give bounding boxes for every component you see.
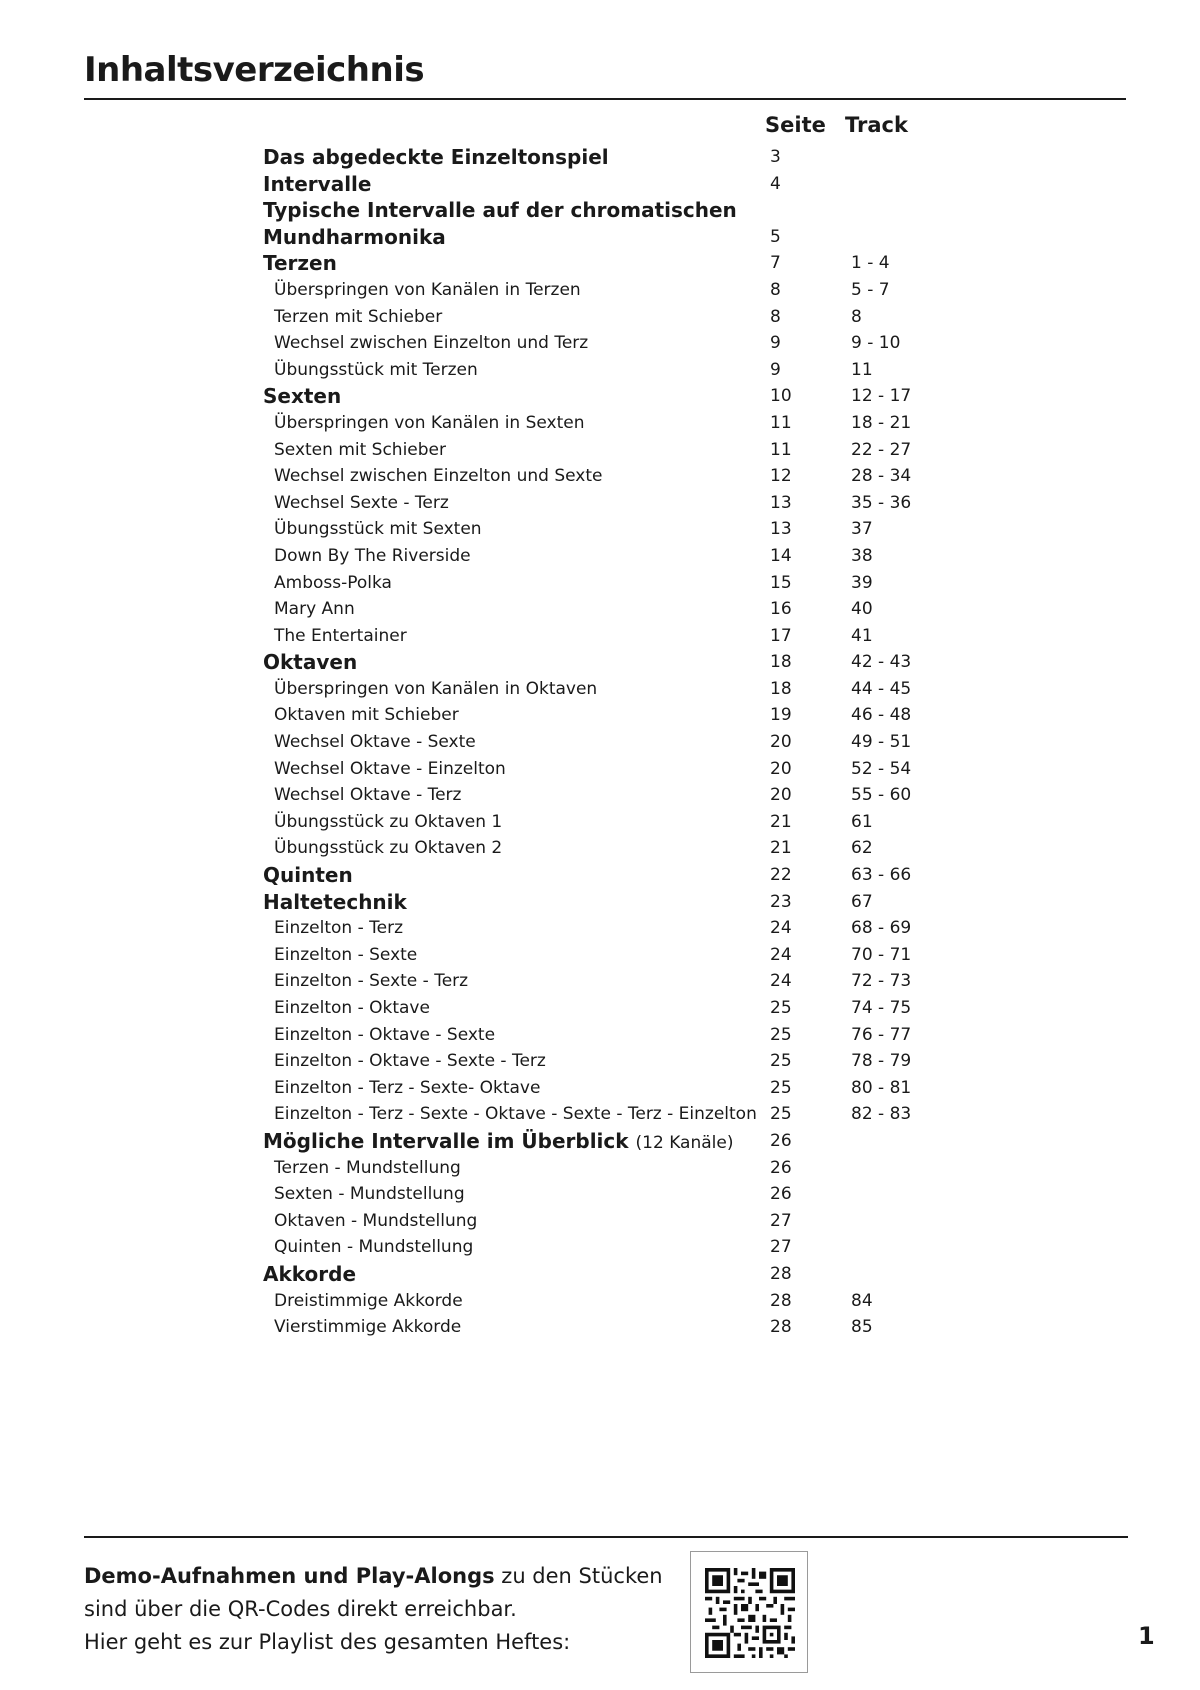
toc-entry-track: 42 - 43 (851, 652, 912, 673)
toc-subentry-row (0, 543, 1200, 570)
footer-bold-text: Demo-Aufnahmen und Play-Alongs (84, 1564, 495, 1588)
toc-entry-track: 5 - 7 (851, 279, 890, 300)
toc-entry-title (274, 437, 446, 464)
toc-entry-title (274, 676, 597, 703)
toc-entry-page: 11 (770, 439, 792, 460)
toc-entry-page: 13 (770, 519, 792, 540)
toc-entry-title (263, 144, 609, 171)
toc-entry-title-text: Mundharmonika (263, 224, 446, 249)
toc-entry-title (274, 756, 506, 783)
toc-entry-page: 21 (770, 838, 792, 859)
toc-entry-title (274, 1022, 495, 1049)
toc-entry-page: 12 (770, 466, 792, 487)
toc-subentry-row (0, 835, 1200, 862)
toc-entry-title-text: Terzen (263, 251, 337, 276)
toc-entry-page: 5 (770, 226, 781, 247)
footer-text-1: zu den Stücken (494, 1564, 663, 1588)
title-divider (84, 98, 1126, 100)
footer-divider (84, 1536, 1128, 1538)
toc-subentry-row (0, 1288, 1200, 1315)
toc-entry-title (274, 995, 430, 1022)
toc-entry-page: 19 (770, 705, 792, 726)
toc-entry-title (274, 304, 442, 331)
footer-note (84, 1560, 684, 1659)
toc-entry-title (274, 1075, 540, 1102)
column-header-track: Track (845, 113, 908, 137)
toc-entry-page: 11 (770, 412, 792, 433)
toc-entry-page: 9 (770, 359, 781, 380)
toc-entry-title-text: Sexten (263, 384, 342, 409)
toc-entry-title (274, 277, 581, 304)
toc-entry-page: 28 (770, 1317, 792, 1338)
toc-entry-track: 68 - 69 (851, 918, 912, 939)
toc-entry-title (274, 1155, 461, 1182)
toc-entry-title-text: The Entertainer (274, 625, 407, 646)
toc-entry-title-text: Oktaven - Mundstellung (274, 1210, 478, 1231)
toc-entry-title-text: Quinten (263, 863, 353, 888)
toc-entry-title-text: Quinten - Mundstellung (274, 1237, 474, 1258)
toc-entry-page: 18 (770, 652, 792, 673)
footer-line-1 (84, 1560, 684, 1593)
toc-entry-track: 62 (851, 838, 873, 859)
toc-subentry-row (0, 490, 1200, 517)
toc-entry-page: 23 (770, 891, 792, 912)
toc-entry-track: 12 - 17 (851, 386, 912, 407)
toc-subentry-row (0, 809, 1200, 836)
toc-entry-title-text: Typische Intervalle auf der chromatischen (263, 198, 737, 223)
toc-subentry-row (0, 729, 1200, 756)
toc-entry-title-text: Überspringen von Kanälen in Oktaven (274, 678, 598, 699)
toc-entry-page: 20 (770, 785, 792, 806)
toc-entry-track: 49 - 51 (851, 732, 912, 753)
toc-entry-title (274, 1314, 461, 1341)
toc-entry-track: 9 - 10 (851, 333, 901, 354)
toc-entry-title-text: Einzelton - Terz - Sexte- Oktave (274, 1077, 541, 1098)
toc-entry-page: 10 (770, 386, 792, 407)
toc-entry-title-text: Dreistimmige Akkorde (274, 1290, 463, 1311)
toc-entry-track: 28 - 34 (851, 466, 912, 487)
toc-subentry-row (0, 1022, 1200, 1049)
toc-entry-track: 61 (851, 811, 873, 832)
toc-entry-title-text: Einzelton - Oktave - Sexte (274, 1024, 496, 1045)
footer-line-2: sind über die QR-Codes direkt erreichbar. (84, 1597, 517, 1621)
toc-entry-title-text: Wechsel Oktave - Einzelton (274, 758, 506, 779)
toc-entry-page: 20 (770, 732, 792, 753)
toc-entry-page: 8 (770, 279, 781, 300)
toc-entry-page: 25 (770, 1077, 792, 1098)
toc-subentry-row (0, 1155, 1200, 1182)
table-of-contents (0, 144, 1200, 1341)
toc-entry-page: 25 (770, 1104, 792, 1125)
toc-entry-page: 26 (770, 1130, 792, 1151)
toc-entry-track: 37 (851, 519, 873, 540)
toc-entry-track: 22 - 27 (851, 439, 912, 460)
toc-entry-title-text: Down By The Riverside (274, 545, 471, 566)
toc-entry-title (274, 835, 502, 862)
toc-entry-title-text: Übungsstück mit Sexten (274, 519, 482, 540)
toc-entry-track: 35 - 36 (851, 492, 912, 513)
toc-entry-title (274, 1101, 757, 1128)
toc-entry-title-text: Mary Ann (274, 599, 355, 620)
toc-subentry-row (0, 942, 1200, 969)
toc-entry-title (274, 702, 459, 729)
toc-subentry-row (0, 968, 1200, 995)
toc-entry-title (274, 463, 602, 490)
toc-entry-title-text: Wechsel Sexte - Terz (274, 492, 449, 513)
toc-subentry-row (0, 357, 1200, 384)
toc-entry-page: 22 (770, 865, 792, 886)
toc-entry-title (274, 1181, 465, 1208)
toc-entry-title (274, 410, 585, 437)
toc-entry-title-text: Einzelton - Terz - Sexte - Oktave - Sexte - Terz - Einzelton (274, 1104, 757, 1125)
page-number: 1 (1138, 1622, 1155, 1650)
toc-entry-page: 27 (770, 1237, 792, 1258)
toc-entry-page: 7 (770, 253, 781, 274)
toc-entry-track: 44 - 45 (851, 678, 912, 699)
toc-subentry-row (0, 782, 1200, 809)
toc-entry-title (274, 942, 417, 969)
toc-entry-title-text: Übungsstück zu Oktaven 1 (274, 811, 503, 832)
toc-section-row (0, 1128, 1200, 1155)
toc-entry-title-text: Wechsel zwischen Einzelton und Sexte (274, 466, 603, 487)
toc-entry-title (274, 1048, 546, 1075)
toc-entry-page: 9 (770, 333, 781, 354)
toc-entry-title (274, 543, 471, 570)
toc-entry-title (274, 915, 403, 942)
toc-subentry-row (0, 330, 1200, 357)
toc-entry-page: 18 (770, 678, 792, 699)
toc-entry-note: (12 Kanäle) (635, 1132, 734, 1153)
toc-entry-page: 24 (770, 918, 792, 939)
toc-entry-title (274, 782, 461, 809)
toc-entry-title (263, 250, 337, 277)
toc-entry-page: 13 (770, 492, 792, 513)
toc-entry-track: 52 - 54 (851, 758, 912, 779)
toc-entry-title-text: Überspringen von Kanälen in Terzen (274, 279, 581, 300)
toc-entry-track: 82 - 83 (851, 1104, 912, 1125)
toc-section-row (0, 171, 1200, 198)
toc-entry-title-text: Intervalle (263, 171, 372, 196)
toc-entry-track: 55 - 60 (851, 785, 912, 806)
toc-subentry-row (0, 1208, 1200, 1235)
toc-subentry-row (0, 995, 1200, 1022)
toc-entry-title (263, 224, 446, 251)
toc-entry-track: 8 (851, 306, 862, 327)
toc-entry-track: 11 (851, 359, 873, 380)
toc-subentry-row (0, 1048, 1200, 1075)
toc-entry-page: 20 (770, 758, 792, 779)
toc-entry-page: 28 (770, 1290, 792, 1311)
toc-entry-page: 3 (770, 147, 781, 167)
toc-section-row (0, 197, 1200, 224)
toc-entry-title-text: Wechsel Oktave - Terz (274, 785, 462, 806)
toc-entry-title (263, 1128, 733, 1157)
toc-entry-title (274, 623, 407, 650)
toc-section-row (0, 250, 1200, 277)
toc-entry-page: 16 (770, 599, 792, 620)
toc-subentry-row (0, 1314, 1200, 1341)
toc-entry-title-text: Einzelton - Sexte - Terz (274, 971, 469, 992)
toc-subentry-row (0, 1101, 1200, 1128)
toc-entry-page: 26 (770, 1184, 792, 1205)
toc-entry-page: 4 (770, 173, 781, 194)
toc-entry-title-text: Oktaven mit Schieber (274, 705, 459, 726)
toc-entry-page: 24 (770, 971, 792, 992)
toc-entry-title (274, 729, 476, 756)
toc-section-row (0, 1261, 1200, 1288)
toc-entry-title (274, 1208, 477, 1235)
toc-entry-title (263, 197, 737, 224)
toc-section-row (0, 224, 1200, 251)
toc-entry-title-text: Das abgedeckte Einzeltonspiel (263, 145, 609, 169)
toc-entry-track: 1 - 4 (851, 253, 890, 274)
toc-entry-title-text: Übungsstück mit Terzen (274, 359, 478, 380)
toc-subentry-row (0, 277, 1200, 304)
toc-entry-track: 18 - 21 (851, 412, 912, 433)
toc-entry-title-text: Überspringen von Kanälen in Sexten (274, 412, 585, 433)
toc-entry-title (274, 596, 355, 623)
qr-code-icon[interactable] (690, 1551, 808, 1673)
toc-entry-title-text: Oktaven (263, 650, 358, 675)
toc-subentry-row (0, 1234, 1200, 1261)
toc-subentry-row (0, 516, 1200, 543)
page-title: Inhaltsverzeichnis (84, 50, 425, 90)
toc-section-row (0, 383, 1200, 410)
toc-entry-page: 21 (770, 811, 792, 832)
toc-subentry-row (0, 463, 1200, 490)
toc-entry-track: 74 - 75 (851, 998, 912, 1018)
toc-subentry-row (0, 623, 1200, 650)
toc-section-row (0, 649, 1200, 676)
toc-entry-track: 39 (851, 572, 873, 593)
toc-entry-title-text: Sexten - Mundstellung (274, 1184, 465, 1205)
toc-entry-track: 84 (851, 1290, 873, 1311)
toc-entry-title (274, 330, 588, 357)
toc-entry-track: 63 - 66 (851, 865, 912, 886)
toc-entry-track: 40 (851, 599, 873, 620)
toc-entry-title-text: Akkorde (263, 1261, 357, 1286)
toc-subentry-row (0, 570, 1200, 597)
toc-entry-title (263, 862, 353, 889)
toc-entry-title-text: Übungsstück zu Oktaven 2 (274, 838, 503, 859)
toc-entry-title-text: Wechsel Oktave - Sexte (274, 732, 476, 753)
toc-entry-track: 85 (851, 1317, 873, 1338)
toc-entry-title (274, 516, 482, 543)
toc-subentry-row (0, 410, 1200, 437)
toc-subentry-row (0, 1181, 1200, 1208)
toc-entry-title-text: Wechsel zwischen Einzelton und Terz (274, 333, 589, 354)
toc-entry-title (274, 570, 392, 597)
qr-code-pattern (705, 1568, 795, 1658)
toc-entry-title-text: Mögliche Intervalle im Überblick (263, 1128, 629, 1153)
toc-subentry-row (0, 596, 1200, 623)
toc-entry-page: 24 (770, 944, 792, 965)
toc-entry-track: 41 (851, 625, 873, 646)
toc-entry-title-text: Terzen mit Schieber (274, 306, 443, 327)
toc-entry-title-text: Haltetechnik (263, 889, 407, 914)
footer-line-3: Hier geht es zur Playlist des gesamten Heftes: (84, 1630, 571, 1654)
toc-entry-track: 78 - 79 (851, 1051, 912, 1072)
toc-entry-page: 26 (770, 1157, 792, 1178)
toc-entry-title-text: Einzelton - Oktave (274, 998, 430, 1018)
column-header-page: Seite (765, 113, 826, 137)
toc-entry-title (274, 490, 449, 517)
toc-subentry-row (0, 756, 1200, 783)
toc-entry-track: 76 - 77 (851, 1024, 912, 1045)
toc-entry-title-text: Amboss-Polka (274, 572, 392, 593)
toc-section-row (0, 862, 1200, 889)
toc-entry-title (263, 649, 357, 676)
toc-entry-track: 70 - 71 (851, 944, 912, 965)
toc-subentry-row (0, 702, 1200, 729)
toc-entry-title (263, 383, 341, 410)
toc-entry-track: 72 - 73 (851, 971, 912, 992)
toc-entry-page: 14 (770, 545, 792, 566)
toc-subentry-row (0, 437, 1200, 464)
toc-entry-page: 25 (770, 1051, 792, 1072)
toc-entry-track: 67 (851, 891, 873, 912)
toc-entry-title-text: Vierstimmige Akkorde (274, 1317, 462, 1338)
toc-entry-page: 25 (770, 998, 792, 1018)
toc-entry-title-text: Sexten mit Schieber (274, 439, 447, 460)
toc-entry-page: 27 (770, 1210, 792, 1231)
toc-entry-title (274, 1288, 463, 1315)
toc-entry-title (263, 171, 371, 198)
toc-entry-title (263, 1261, 356, 1288)
toc-entry-track: 80 - 81 (851, 1077, 912, 1098)
toc-entry-page: 25 (770, 1024, 792, 1045)
toc-entry-title (274, 968, 468, 995)
toc-subentry-row (0, 915, 1200, 942)
toc-subentry-row (0, 676, 1200, 703)
toc-entry-title-text: Einzelton - Sexte (274, 944, 418, 965)
toc-entry-title-text: Einzelton - Oktave - Sexte - Terz (274, 1051, 546, 1072)
toc-entry-page: 28 (770, 1263, 792, 1284)
toc-entry-page: 8 (770, 306, 781, 327)
toc-entry-title-text: Terzen - Mundstellung (274, 1157, 461, 1178)
toc-entry-page: 17 (770, 625, 792, 646)
toc-entry-track: 38 (851, 545, 873, 566)
toc-entry-page: 15 (770, 572, 792, 593)
toc-subentry-row (0, 304, 1200, 331)
toc-section-row (0, 889, 1200, 916)
toc-entry-track: 46 - 48 (851, 705, 912, 726)
toc-entry-title (263, 889, 407, 916)
toc-entry-title (274, 809, 502, 836)
toc-entry-title (274, 357, 478, 384)
toc-entry-title (274, 1234, 473, 1261)
toc-subentry-row (0, 1075, 1200, 1102)
toc-entry-title-text: Einzelton - Terz (274, 918, 403, 939)
toc-section-row (0, 144, 1200, 171)
